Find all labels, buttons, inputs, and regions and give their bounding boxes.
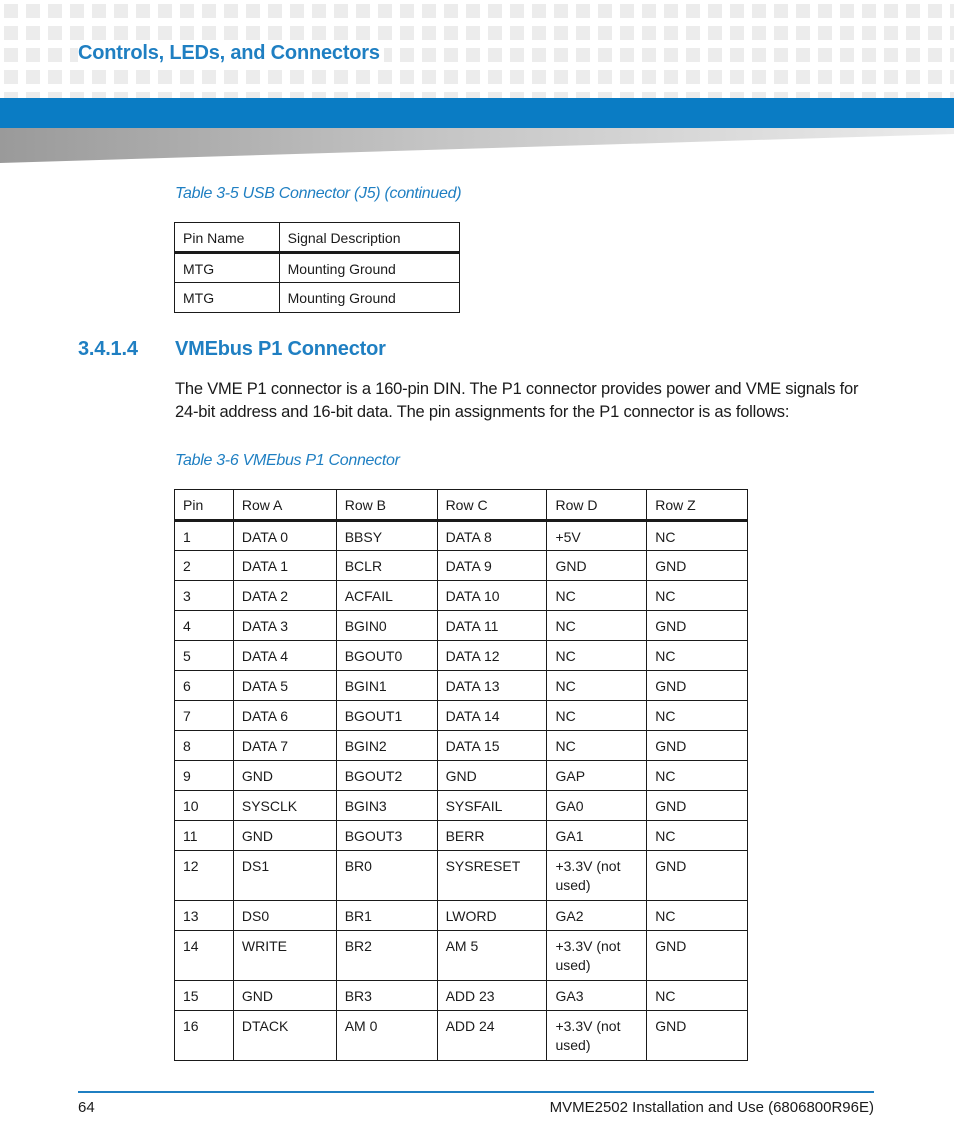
- table-cell: BGIN0: [336, 611, 437, 641]
- table-row: [175, 1011, 748, 1061]
- table-cell: GND: [647, 671, 748, 701]
- table-cell: GA3: [547, 981, 647, 1011]
- table-row: [175, 701, 748, 731]
- table-cell: GA0: [547, 791, 647, 821]
- table-cell: +3.3V (not used): [547, 931, 647, 981]
- section-number: 3.4.1.4: [78, 338, 138, 360]
- table-cell: DATA 0: [233, 521, 336, 551]
- table-cell: 7: [175, 701, 234, 731]
- table-row: [175, 901, 748, 931]
- table-cell: DATA 15: [437, 731, 547, 761]
- table-cell: 12: [175, 851, 234, 901]
- table-cell: 1: [175, 521, 234, 551]
- table-cell: DATA 6: [233, 701, 336, 731]
- table-cell: BGOUT1: [336, 701, 437, 731]
- table-cell: NC: [547, 731, 647, 761]
- chapter-title: Controls, LEDs, and Connectors: [78, 40, 384, 66]
- table-cell: GND: [547, 551, 647, 581]
- table-cell: DTACK: [233, 1011, 336, 1061]
- table-row: [175, 931, 748, 981]
- vmebus-p1-table: [174, 489, 748, 1061]
- table-cell: 15: [175, 981, 234, 1011]
- body-paragraph: The VME P1 connector is a 160-pin DIN. The P1 connector provides power and VME signals for 24-bit address and 16-bit data. The pin assignments for the P1 connector is as follows:: [175, 380, 859, 421]
- table-cell: NC: [647, 581, 748, 611]
- table-cell: GND: [647, 551, 748, 581]
- table-cell: BERR: [437, 821, 547, 851]
- column-header: Row Z: [647, 490, 748, 521]
- table-cell: DATA 10: [437, 581, 547, 611]
- table-cell: BGOUT2: [336, 761, 437, 791]
- table-cell: ADD 24: [437, 1011, 547, 1061]
- table-cell: BR3: [336, 981, 437, 1011]
- document-title: MVME2502 Installation and Use (6806800R96E): [549, 1099, 874, 1116]
- column-header: Pin: [175, 490, 234, 521]
- table-cell: 9: [175, 761, 234, 791]
- table-cell: GA2: [547, 901, 647, 931]
- table-cell: DATA 2: [233, 581, 336, 611]
- table-cell: NC: [547, 611, 647, 641]
- table-row: [175, 791, 748, 821]
- table-cell: NC: [647, 981, 748, 1011]
- table-cell: GND: [437, 761, 547, 791]
- column-header: Row A: [233, 490, 336, 521]
- table-cell: BGOUT0: [336, 641, 437, 671]
- table-cell: NC: [647, 901, 748, 931]
- table-cell: BGIN3: [336, 791, 437, 821]
- table-row: [175, 521, 748, 551]
- table-row: [175, 641, 748, 671]
- table-cell: BR2: [336, 931, 437, 981]
- table-cell: NC: [647, 701, 748, 731]
- table-cell: NC: [647, 521, 748, 551]
- table-cell: 6: [175, 671, 234, 701]
- header-swoosh: [0, 128, 954, 164]
- table-cell: NC: [647, 761, 748, 791]
- table-cell: NC: [547, 701, 647, 731]
- table-cell: DS1: [233, 851, 336, 901]
- column-header: Signal Description: [279, 223, 459, 253]
- table-cell: 8: [175, 731, 234, 761]
- table-cell: Mounting Ground: [279, 283, 459, 313]
- table-row: [175, 821, 748, 851]
- table-cell: ADD 23: [437, 981, 547, 1011]
- table-cell: GND: [647, 851, 748, 901]
- table-cell: BGIN1: [336, 671, 437, 701]
- table-cell: NC: [547, 641, 647, 671]
- table-cell: SYSCLK: [233, 791, 336, 821]
- table-cell: DS0: [233, 901, 336, 931]
- table-row: [175, 253, 460, 283]
- table-cell: 4: [175, 611, 234, 641]
- section-title: VMEbus P1 Connector: [175, 338, 386, 360]
- table-cell: WRITE: [233, 931, 336, 981]
- table-cell: DATA 11: [437, 611, 547, 641]
- table-cell: GND: [647, 611, 748, 641]
- table-cell: DATA 13: [437, 671, 547, 701]
- table-cell: DATA 9: [437, 551, 547, 581]
- table-cell: AM 5: [437, 931, 547, 981]
- table-cell: DATA 14: [437, 701, 547, 731]
- column-header: Row B: [336, 490, 437, 521]
- table-header-row: [175, 223, 460, 253]
- footer-rule: [78, 1091, 874, 1093]
- table-cell: AM 0: [336, 1011, 437, 1061]
- table-cell: 14: [175, 931, 234, 981]
- table-cell: 13: [175, 901, 234, 931]
- table-cell: DATA 7: [233, 731, 336, 761]
- table-cell: BR0: [336, 851, 437, 901]
- table-cell: 3: [175, 581, 234, 611]
- table-cell: GND: [647, 931, 748, 981]
- table-row: [175, 761, 748, 791]
- column-header: Row C: [437, 490, 547, 521]
- table-cell: DATA 12: [437, 641, 547, 671]
- table-row: [175, 671, 748, 701]
- table-cell: 5: [175, 641, 234, 671]
- table-row: [175, 551, 748, 581]
- table-cell: GND: [233, 981, 336, 1011]
- table-cell: GAP: [547, 761, 647, 791]
- table-cell: GND: [647, 1011, 748, 1061]
- table-cell: BGOUT3: [336, 821, 437, 851]
- table-cell: GND: [233, 821, 336, 851]
- table-cell: GND: [647, 791, 748, 821]
- usb-connector-table: [174, 222, 460, 313]
- table-cell: GA1: [547, 821, 647, 851]
- table-row: [175, 981, 748, 1011]
- table-cell: SYSRESET: [437, 851, 547, 901]
- table-cell: BR1: [336, 901, 437, 931]
- column-header: Row D: [547, 490, 647, 521]
- table-cell: BBSY: [336, 521, 437, 551]
- table-cell: NC: [647, 821, 748, 851]
- table-cell: DATA 3: [233, 611, 336, 641]
- table-cell: 11: [175, 821, 234, 851]
- table-row: [175, 581, 748, 611]
- table-cell: GND: [647, 731, 748, 761]
- table-row: [175, 283, 460, 313]
- table-cell: DATA 4: [233, 641, 336, 671]
- table-row: [175, 731, 748, 761]
- table-cell: NC: [547, 671, 647, 701]
- table-cell: DATA 5: [233, 671, 336, 701]
- table-cell: SYSFAIL: [437, 791, 547, 821]
- table-cell: 16: [175, 1011, 234, 1061]
- table-cell: NC: [547, 581, 647, 611]
- header-band: [0, 98, 954, 128]
- table-cell: MTG: [175, 253, 280, 283]
- table-cell: 10: [175, 791, 234, 821]
- section-heading: [78, 338, 386, 361]
- table-cell: NC: [647, 641, 748, 671]
- page-number: 64: [78, 1099, 95, 1116]
- table-cell: +3.3V (not used): [547, 851, 647, 901]
- table-cell: ACFAIL: [336, 581, 437, 611]
- table-cell: +3.3V (not used): [547, 1011, 647, 1061]
- table-cell: DATA 1: [233, 551, 336, 581]
- table-cell: BCLR: [336, 551, 437, 581]
- table-row: [175, 851, 748, 901]
- column-header: Pin Name: [175, 223, 280, 253]
- table-header-row: [175, 490, 748, 521]
- table-cell: Mounting Ground: [279, 253, 459, 283]
- table-cell: 2: [175, 551, 234, 581]
- table-cell: GND: [233, 761, 336, 791]
- table-cell: DATA 8: [437, 521, 547, 551]
- table-3-6-caption: Table 3-6 VMEbus P1 Connector: [175, 452, 400, 469]
- table-cell: +5V: [547, 521, 647, 551]
- table-3-5-caption: Table 3-5 USB Connector (J5) (continued): [175, 185, 462, 202]
- table-cell: BGIN2: [336, 731, 437, 761]
- table-cell: LWORD: [437, 901, 547, 931]
- table-cell: MTG: [175, 283, 280, 313]
- table-row: [175, 611, 748, 641]
